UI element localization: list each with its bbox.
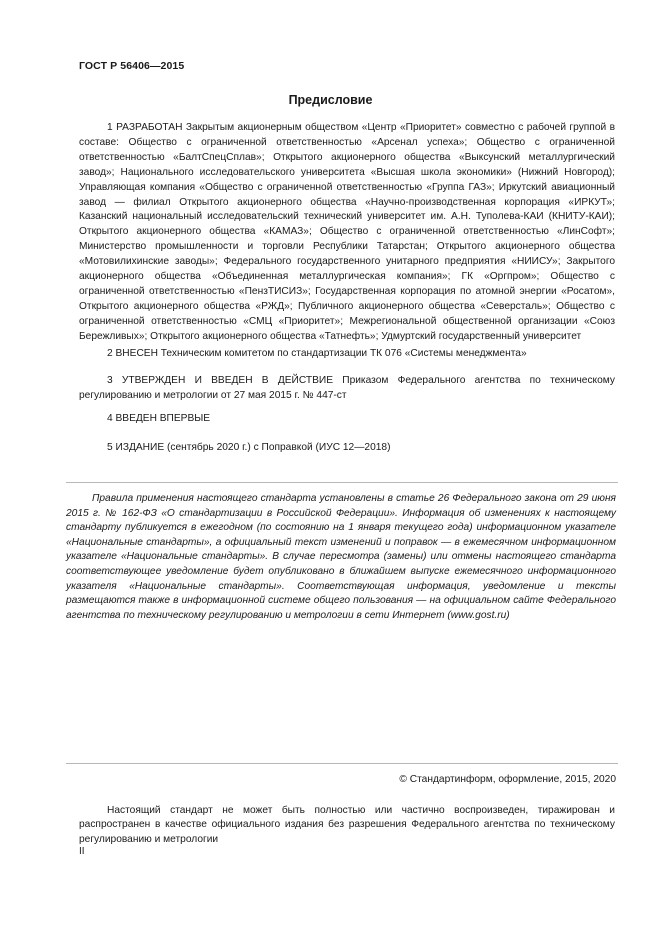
paragraph-edition: 5 ИЗДАНИЕ (сентябрь 2020 г.) с Поправкой (ИУС 12—2018) — [107, 442, 391, 453]
reproduction-notice: Настоящий стандарт не может быть полностью или частично воспроизведен, тиражирован и распространен в качестве официального издания без разрешения Федерального агентства по техническому регулированию и метрологии — [79, 805, 615, 845]
application-rules-notice: Правила применения настоящего стандарта установлены в статье 26 Федерального закона от 29 июня 2015 г. № 162-ФЗ «О стандартизации в Российской Федерации». Информация об изменениях к настоящему стандарту публикуется в ежегодном (по состоянию на 1 января текущего года) информационном указателе «Национальные стандарты», а официальный текст изменений и поправок — в ежемесячном информационном указателе «Национальные стандарты». В случае пересмотра (замены) или отмены настоящего стандарта соответствующее уведомление будет опубликовано в ближайшем выпуске ежемесячного информационного указателя «Национальные стандарты». Соответствующая информация, уведомление и тексты размещаются также в информационной системе общего пользования — на официальном сайте Федерального агентства по техническому регулированию и метрологии в сети Интернет (www.gost.ru) — [66, 493, 616, 621]
paragraph-approved: 3 УТВЕРЖДЕН И ВВЕДЕН В ДЕЙСТВИЕ Приказом Федерального агентства по техническому регулированию и метрологии от 27 мая 2015 г. № 447-ст — [79, 375, 615, 401]
standard-id: ГОСТ Р 56406—2015 — [79, 60, 185, 72]
page-number: II — [79, 846, 85, 857]
paragraph-introduced-by: 2 ВНЕСЕН Техническим комитетом по стандартизации ТК 076 «Системы менеджмента» — [107, 348, 527, 359]
paragraph-developed-by: 1 РАЗРАБОТАН Закрытым акционерным обществом «Центр «Приоритет» совместно с рабочей группой в составе: Общество с ограниченной ответственностью «Арсенал успеха»; Общество с ограниченной ответственностью «БалтСпецСплав»; Открытого акционерного общества «Выксунский металлургический завод»; Национального исследовательского университета «Высшая школа экономики» (Нижний Новгород); Управляющая компания «Общество с ограниченной ответственностью «Группа ГАЗ»; Иркутский авиационный завод — филиал Открытого акционерного общества «Научно-производственная корпорация «ИРКУТ»; Казанский национальный исследовательский технический университет им. А.Н. Туполева-КАИ (КНИТУ-КАИ); Открытого акционерного общества «КАМАЗ»; Общество с ограниченной ответственностью «ЛинСофт»; Министерство промышленности и торговли Республики Татарстан; Открытого акционерного общества «Мотовилихинские заводы»; Федерального государственного унитарного предприятия «НИИСУ»; Закрытого акционерного общества «Объединенная металлургическая компания»; ГК «Оргпром»; Общество с ограниченной ответственностью «ПензТИСИЗ»; Государственная корпорация по атомной энергии «Росатом», Открытого акционерного общества «РЖД»; Публичного акционерного общества «Северсталь»; Общество с ограниченной ответственностью «СМЦ «Приоритет»; Межрегиональной общественной организации «Союз Бережливых»; Открытого акционерного общества «Татнефть»; Удмуртский государственный университет — [79, 122, 615, 342]
paragraph-first-introduced: 4 ВВЕДЕН ВПЕРВЫЕ — [107, 413, 211, 424]
page-title: Предисловие — [288, 93, 373, 107]
notice-divider-bottom — [66, 763, 618, 764]
notice-divider-top — [66, 482, 618, 483]
copyright-line: © Стандартинформ, оформление, 2015, 2020 — [399, 774, 616, 785]
